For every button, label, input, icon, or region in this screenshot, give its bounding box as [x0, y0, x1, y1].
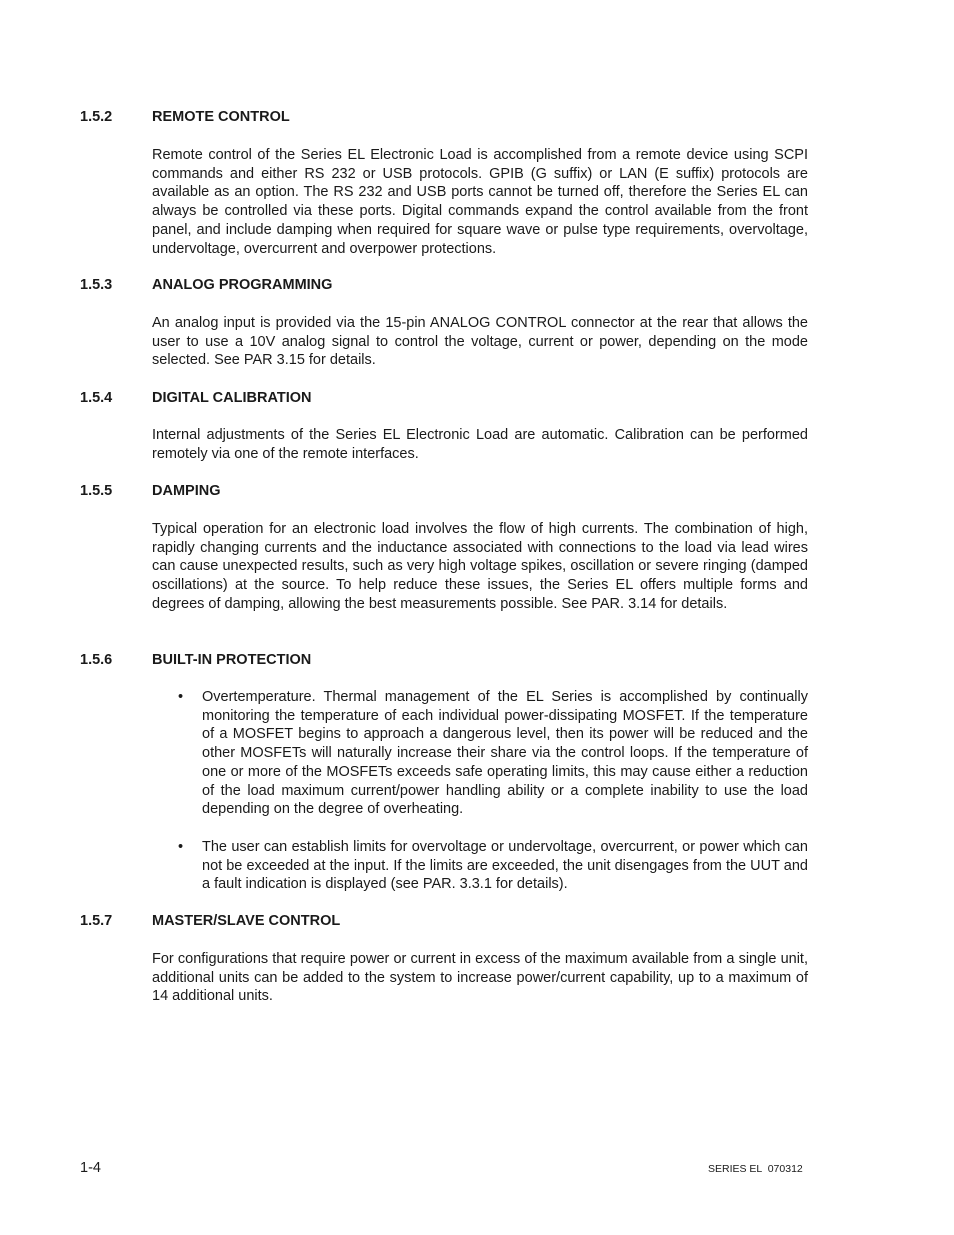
bullet-text: Overtemperature. Thermal management of the EL Series is accomplished by continually monitoring the temperature of each individual power-dissipating MOSFET. If the temperature of a MOSFET begins to approach a dangerous level, then its power will be reduced and the other MOSFETs will naturally increase their share via the control loops. If the temperature of one or more of the MOSFETs exceeds safe operating limits, this may cause either a reduction of the load maximum current/power handling ability or a complete inability to use the load depending on the degree of overheating.	[202, 689, 808, 818]
section-heading-1-5-5	[80, 482, 220, 500]
page-number: 1-4	[80, 1160, 101, 1176]
section-number: 1.5.5	[80, 483, 113, 499]
section-heading-1-5-6	[80, 651, 311, 669]
document-id: SERIES EL 070312	[708, 1163, 803, 1175]
section-number: 1.5.6	[80, 652, 113, 668]
section-number: 1.5.4	[80, 390, 113, 406]
bullet-item-limits	[178, 838, 808, 894]
section-heading-1-5-7	[80, 912, 340, 930]
section-heading-1-5-4	[80, 389, 312, 407]
section-title: MASTER/SLAVE CONTROL	[152, 913, 341, 929]
section-number: 1.5.3	[80, 277, 113, 293]
section-body-master-slave-control: For configurations that require power or current in excess of the maximum available from a single unit, additional units can be added to the system to increase power/current capability, up to a maximum of 14 additional units.	[152, 951, 808, 1005]
bullet-text: The user can establish limits for overvoltage or undervoltage, overcurrent, or power which can not be exceeded at the input. If the limits are exceeded, the unit disengages from the UUT and a fault indication is displayed (see PAR. 3.3.1 for details).	[202, 839, 808, 893]
section-number: 1.5.7	[80, 913, 113, 929]
section-body-analog-programming: An analog input is provided via the 15-pin ANALOG CONTROL connector at the rear that allows the user to use a 10V analog signal to control the voltage, current or power, depending on the mode selected. See PAR 3.15 for details.	[152, 315, 808, 369]
section-title: ANALOG PROGRAMMING	[152, 277, 333, 293]
section-title: DAMPING	[152, 483, 221, 499]
section-body-digital-calibration: Internal adjustments of the Series EL Electronic Load are automatic. Calibration can be performed remotely via one of the remote interfaces.	[152, 427, 808, 462]
section-number: 1.5.2	[80, 109, 113, 125]
bullet-icon: •	[178, 839, 184, 855]
bullet-item-overtemperature	[178, 688, 808, 819]
section-heading-1-5-2	[80, 108, 290, 126]
section-body-damping: Typical operation for an electronic load involves the flow of high currents. The combination of high, rapidly changing currents and the inductance associated with connections to the load via lead wires can cause unexpected results, such as very high voltage spikes, oscillation or severe ringing (damped oscillations) at the source. To help reduce these issues, the Series EL offers multiple forms and degrees of damping, allowing the best measurements possible. See PAR. 3.14 for details.	[152, 521, 808, 612]
section-title: DIGITAL CALIBRATION	[152, 390, 312, 406]
bullet-icon: •	[178, 689, 184, 705]
section-heading-1-5-3	[80, 276, 332, 294]
section-title: REMOTE CONTROL	[152, 109, 290, 125]
section-body-remote-control: Remote control of the Series EL Electronic Load is accomplished from a remote device using SCPI commands and either RS 232 or USB protocols. GPIB (G suffix) or LAN (E suffix) protocols are available as an option. The RS 232 and USB ports cannot be turned off, therefore the Series EL can always be controlled via these ports. Digital commands expand the control available from the front panel, and include damping when required for square wave or pulse type requirements, overvoltage, undervoltage, overcurrent and overpower protections.	[152, 147, 808, 257]
section-title: BUILT-IN PROTECTION	[152, 652, 312, 668]
